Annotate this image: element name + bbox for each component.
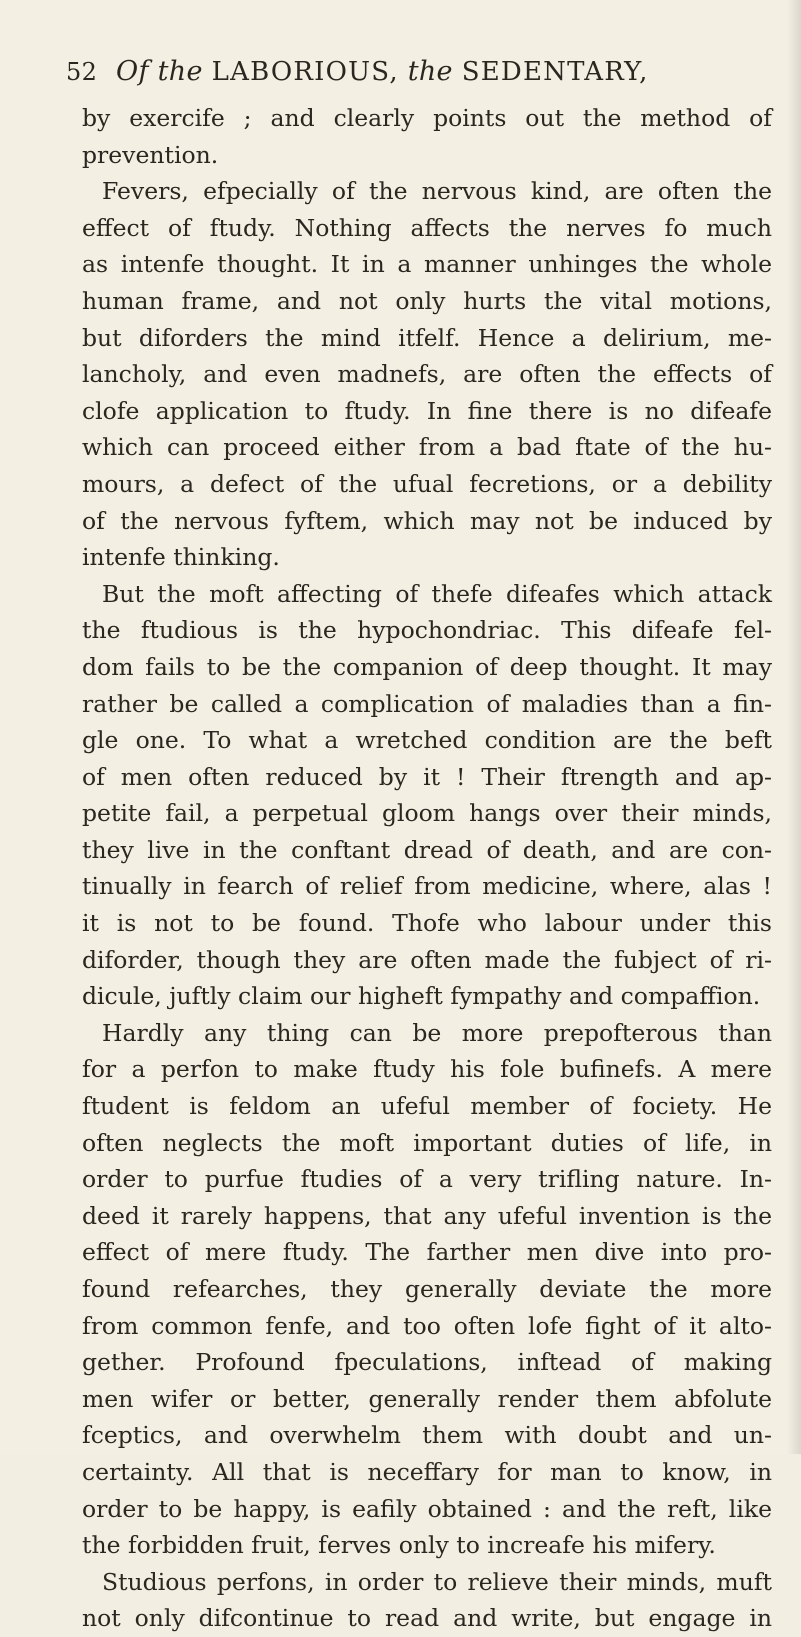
text-line: which can proceed either from a bad ftate of the hu- <box>82 433 772 462</box>
text-line: by exercife ; and clearly points out the method of <box>82 104 772 132</box>
text-line: found refearches, they generally deviate the more <box>82 1275 772 1303</box>
text-line: But the moft affecting of thefe difeafes which attack <box>102 579 772 608</box>
text-line: from common fenfe, and too often lofe fight of it alto- <box>82 1311 772 1340</box>
text-line: dom fails to be the companion of deep thought. It may <box>82 652 772 681</box>
text-line: the forbidden fruit, ferves only to increafe his mifery. <box>82 1531 716 1560</box>
running-head-sedentary: SEDENTARY, <box>461 57 649 87</box>
page-number: 52 <box>66 58 98 86</box>
text-line: often neglects the moft important duties of life, in <box>82 1128 772 1157</box>
text-line: ftudent is feldom an ufeful member of fociety. He <box>82 1092 772 1121</box>
text-line: it is not to be found. Thofe who labour under this <box>82 909 772 938</box>
body-text <box>82 100 772 1637</box>
text-line: gle one. To what a wretched condition are the beft <box>82 726 772 755</box>
text-line: certainty. All that is neceffary for man to know, in <box>82 1457 772 1486</box>
text-line: gether. Profound fpeculations, inftead of making <box>82 1348 772 1377</box>
text-line: order to purfue ftudies of a very trifling nature. In- <box>82 1165 772 1194</box>
text-line: Fevers, efpecially of the nervous kind, are often the <box>102 177 772 206</box>
text-line: effect of mere ftudy. The farther men dive into pro- <box>82 1238 772 1267</box>
text-line: deed it rarely happens, that any ufeful invention is the <box>82 1201 772 1230</box>
text-line: prevention. <box>82 140 219 169</box>
text-line: petite fail, a perpetual gloom hangs over their minds, <box>82 799 772 828</box>
text-line: Studious perfons, in order to relieve their minds, muft <box>102 1567 772 1596</box>
text-line: for a perfon to make ftudy his fole bufinefs. A mere <box>82 1055 772 1084</box>
text-line: order to be happy, is eafily obtained : and the reft, like <box>82 1494 772 1523</box>
text-line: they live in the conftant dread of death, and are con- <box>82 835 772 864</box>
text-line: tinually in fearch of relief from medicine, where, alas ! <box>82 872 772 901</box>
text-line: as intenfe thought. It in a manner unhinges the whole <box>82 250 772 279</box>
text-line: intenfe thinking. <box>82 543 280 572</box>
text-line: the ftudious is the hypochondriac. This difeafe fel- <box>82 616 772 645</box>
text-line: human frame, and not only hurts the vital motions, <box>82 286 772 315</box>
text-line: but diforders the mind itfelf. Hence a delirium, me- <box>82 323 772 352</box>
text-line: dicule, juftly claim our higheft fympathy and compaffion. <box>82 982 761 1011</box>
text-line: not only difcontinue to read and write, but engage in <box>82 1604 772 1633</box>
text-line: mours, a defect of the ufual fecretions, or a debility <box>82 469 772 498</box>
text-line: lancholy, and even madnefs, are often the effects of <box>82 360 772 389</box>
text-line: of the nervous fyftem, which may not be induced by <box>82 506 772 535</box>
text-line: men wifer or better, generally render them abfolute <box>82 1384 772 1413</box>
text-line: rather be called a complication of maladies than a fin- <box>82 689 772 718</box>
text-line: effect of ftudy. Nothing affects the nerves fo much <box>82 213 772 242</box>
running-head-the: the <box>407 56 453 87</box>
text-line: clofe application to ftudy. In fine there is no difeafe <box>82 396 772 425</box>
running-head-prefix: Of the <box>116 56 203 87</box>
text-line: of men often reduced by it ! Their ftrength and ap- <box>82 762 772 791</box>
running-head <box>66 52 746 92</box>
running-head-laborious: LABORIOUS, <box>211 57 399 87</box>
text-line: Hardly any thing can be more prepofterous than <box>102 1018 772 1047</box>
text-line: diforder, though they are often made the fubject of ri- <box>82 945 772 974</box>
text-line: fceptics, and overwhelm them with doubt and un- <box>82 1421 772 1450</box>
